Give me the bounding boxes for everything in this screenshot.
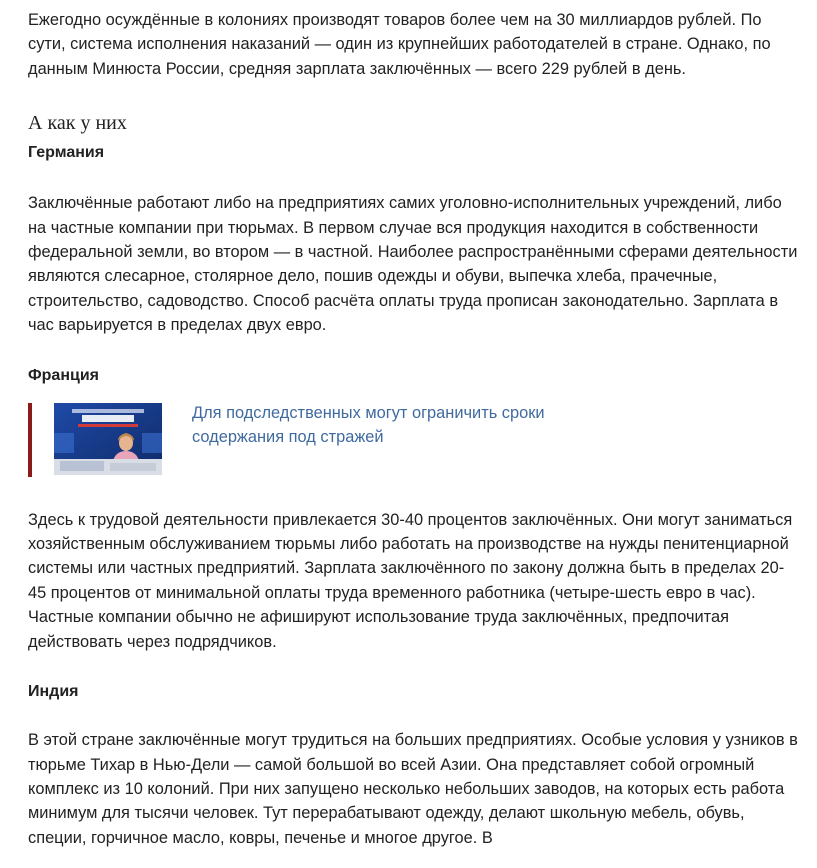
heading-germany: Германия bbox=[28, 144, 105, 162]
section-title: А как у них bbox=[28, 112, 127, 135]
related-article[interactable] bbox=[28, 403, 798, 477]
france-paragraph: Здесь к трудовой деятельности привлекается 30-40 процентов заключённых. Они могут заниматься хозяйственным обслуживанием тюрьмы либо работать на производстве на нужды пенитенциарной системы или частных предприятий. Зарплата заключённого по закону должна быть в пределах 20-45 процентов от минимальной оплаты труда временного работника (четыре-шесть евро в час). Частные компании обычно не афишируют использование труда заключённых, предпочитая действовать через подрядчиков. bbox=[28, 510, 793, 651]
related-article-link[interactable]: Для подследственных могут ограничить сроки содержания под стражей bbox=[192, 403, 545, 447]
heading-france: Франция bbox=[28, 366, 99, 384]
tv-studio-image bbox=[54, 403, 162, 475]
related-article-thumbnail[interactable] bbox=[54, 403, 162, 475]
intro-paragraph: Ежегодно осуждённые в колониях производят товаров более чем на 30 миллиардов рублей. По сути, система исполнения наказаний — один из крупнейших работодателей в стране. Однако, по данным Минюста России, средняя зарплата заключённых — всего 229 рублей в день. bbox=[28, 11, 771, 78]
germany-paragraph: Заключённые работают либо на предприятиях самих уголовно-исполнительных учреждений, либо на частные компании при тюрьмах. В первом случае вся продукция находится в собственности федеральной земли, во втором — в частной. Наиболее распространёнными сферами деятельности являются слесарное, столярное дело, пошив одежды и обуви, выпечка хлеба, прачечные, строительство, садоводство. Способ расчёта оплаты труда прописан законодательно. Зарплата в час варьируется в пределах двух евро. bbox=[28, 194, 798, 335]
india-paragraph: В этой стране заключённые могут трудиться на больших предприятиях. Особые условия у узников в тюрьме Тихар в Нью-Дели — самой большой во всей Азии. Она представляет собой огромный комплекс из 10 колоний. При них запущено несколько небольших заводов, на которых есть работа минимум для тысячи человек. Тут перерабатывают одежду, делают школьную мебель, обувь, специи, горчичное масло, ковры, печенье и многое другое. В bbox=[28, 731, 798, 847]
heading-india: Индия bbox=[28, 683, 79, 701]
article-body bbox=[28, 8, 798, 850]
